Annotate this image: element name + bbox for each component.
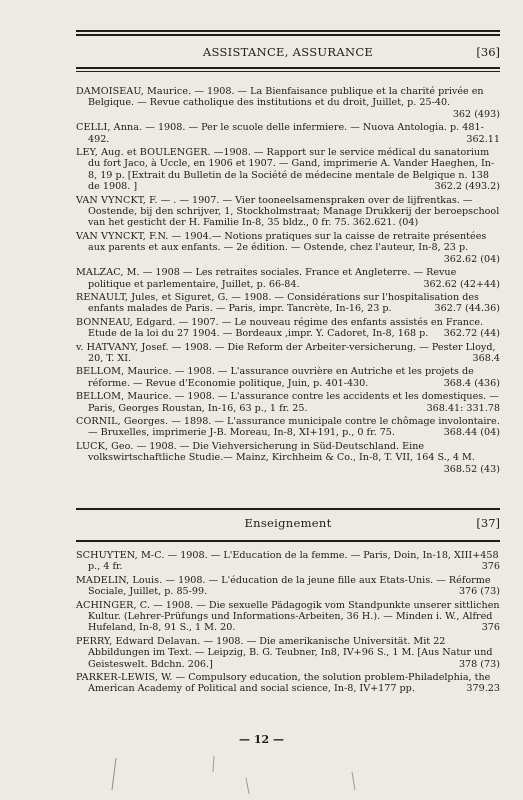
entry-author: v. HATVANY, Josef. [76,341,169,353]
section-header-enseignement [76,516,500,534]
entry-text: — Compulsory education, the solution problem-Philadelphia, the American Academy of Political and social science, In-8, IV+177 pp. [88,672,491,695]
entry-author: MALZAC, M. [76,267,140,279]
section-header-assistance [76,45,500,63]
header-bottom-rule-2 [76,71,500,72]
entry-classification: 368.41: 331.78 [426,402,500,414]
bibliography-entry [76,636,500,670]
entry-classification: 368.4 (436) [443,377,500,389]
entry-text: — 1908. — Die amerikanische Universität. Mit 22 Abbildungen im Text. — Leipzig, B. G. Teubner, In8, IV+96 S., 1 M. [Aus Natur und Geisteswelt. Bdchn. 206.] [88,635,493,670]
entry-author: PARKER-LEWIS, W. [76,672,173,684]
bibliography-entry [76,317,500,340]
entry-text: — 1908. — Die Reform der Arbeiter-versicherung. — Pester Lloyd, 20, T. XI. [88,341,496,364]
entry-author: BELLOM, Maurice. [76,366,172,378]
entry-author: DAMOISEAU, Maurice. [76,86,192,97]
entry-author: RENAULT, Jules, et Siguret, G. [76,291,229,303]
bibliography-entry [76,366,500,389]
bibliography-entry [76,292,500,315]
entry-text: — 1908. — L'assurance ouvrière en Autriche et les projets de réforme. — Revue d'Economie politique, Juin, p. 401-430. [88,366,474,389]
bibliography-entry [76,672,500,695]
entry-classification: 376 (73) [458,586,500,598]
entry-author: CORNIL, Georges. [76,415,169,427]
entry-author: LEY, Aug. et BOULENGER. [76,147,211,159]
entry-classification: 362.7 (44.36) [434,303,500,315]
bibliography-entry [76,600,500,634]
bibliography-entry [76,416,500,439]
bibliography-entry [76,342,500,365]
bibliography-entry [76,441,500,475]
entry-author: SCHUYTEN, M-C. [76,550,165,561]
entry-classification: 362.62 (04) [443,253,500,265]
bibliography-entry [76,86,500,120]
entry-classification: 362 (493) [452,108,500,120]
section-number: [36] [476,45,500,59]
entry-classification: 362.11 [466,133,500,145]
entry-classification: 376 [481,622,500,634]
entry-classification: 362.62 (42+44) [423,278,500,290]
bibliography-entry [76,122,500,145]
entry-author: PERRY, Edward Delavan. [76,635,201,647]
entry-text: — 1908. — Die Viehversicherung in Süd-Deutschland. Eine volkswirtschaftliche Studie.— Mainz, Kirchheim & Co., In-8, T. VII, 164 S., 4 M. [88,440,475,464]
entry-author: VAN VYNCKT, F. [76,194,158,206]
header-top-rule-2 [76,34,500,36]
entry-text: — . — 1907. — Vier tooneelsamenspraken over de lijfrentkas. — Oostende, bij den schrijver, 1, Stockholmstraat; Manage Drukkerij der beroepschool van het gesticht der H. Familie In-8, 35 bldz., 0 fr. 75. 362.621. (04) [88,194,500,229]
bibliography-entry [76,391,500,414]
entry-author: LUCK, Geo. [76,440,134,452]
bibliography-entry [76,550,500,573]
entries-enseignement [76,550,500,697]
entry-text: — 1908. — Die sexuelle Pädagogik vom Standpunkte unserer sittlichen Kultur. (Lehrer-Prüfungs und Informations-Arbeiten, 36 H.). — Minden i. W., Alfred Hufeland, In-8, 91 S., 1 M. 20. [88,599,500,634]
entry-text: — 1908. — L'Education de la femme. — Paris, Doin, In-18, XIII+458 p., 4 fr. [88,550,499,573]
entry-author: CELLI, Anna. [76,122,143,134]
bibliography-entry [76,575,500,598]
entry-author: ACHINGER, C. [76,599,151,611]
section-number: [37] [476,516,500,530]
entry-text: — 1908. — Considérations sur l'hospitalisation des enfants malades de Paris. — Paris, impr. Tancrète, In-16, 23 p. [88,291,479,315]
bibliography-entry [76,267,500,290]
section-title: ASSISTANCE, ASSURANCE [202,45,374,59]
entry-classification: 362.2 (493.2) [434,181,500,193]
entry-text: — 1908. — L'assurance contre les accidents et les domestiques. — Paris, Georges Roustan, In-16, 63 p., 1 fr. 25. [88,391,499,414]
entry-author: VAN VYNCKT, F.N. [76,230,169,242]
entry-classification: 379.23 [466,683,500,695]
entry-classification: 368.52 (43) [443,463,500,475]
pencil-stroke [246,778,249,794]
entry-classification: 376 [481,561,500,573]
section2-bottom-rule [76,540,500,542]
entry-classification: 368.44 (04) [443,427,500,439]
section2-top-rule [76,508,500,510]
entry-author: BELLOM, Maurice. [76,391,172,403]
bibliography-entry [76,147,500,193]
header-bottom-rule [76,67,500,69]
entry-classification: 368.4 [472,352,500,364]
entry-text: — 1904.— Notions pratiques sur la caisse de retraite présentées aux parents et aux enfants. — 2e édition. — Ostende, chez l'auteur, In-8, 23 p. [88,230,487,254]
header-top-rule [76,30,500,32]
pencil-stroke [213,756,214,772]
entry-classification: 378 (73) [458,658,500,670]
entry-text: — 1907. — Le nouveau régime des enfants assistés en France. Etude de la loi du 27 1904. — Bordeaux ,impr. Y. Cadoret, In-8, 168 p. [88,316,484,340]
entry-text: — 1908. — L'éducation de la jeune fille aux Etats-Unis. — Réforme Sociale, Juillet, p. 85-99. [88,574,491,598]
page-number: — 12 — [239,733,284,746]
bibliography-entry [76,195,500,229]
entry-text: — 1908. — La Bienfaisance publique et la charité privée en Belgique. — Revue catholique des institutions et du droit, Juillet, p. 25-40. [88,86,484,109]
pencil-stroke [112,758,116,790]
entry-text: —1908. — Rapport sur le service médical du sanatorium du fort Jaco, à Uccle, en 1906 et 1907. — Gand, imprimerie A. Vander Haeghen, In-8, 19 p. [Extrait du Bulletin de la Société de médecine mentale de Belgique n. 138 de 1908. ] [88,147,495,193]
entry-classification: 362.72 (44) [443,328,500,340]
bibliography-entry [76,231,500,265]
entry-author: BONNEAU, Edgard. [76,316,176,328]
pencil-stroke [352,772,355,790]
entry-text: — 1908 — Les retraites sociales. France et Angleterre. — Revue politique et parlementaire, Juillet, p. 66-84. [88,267,457,290]
section-title: Enseignement [244,516,332,530]
entry-text: — 1898. — L'assurance municipale contre le chômage involontaire. — Bruxelles, imprimerie J-B. Moreau, In-8, XI+191, p., 0 fr. 75. [88,415,500,439]
entry-text: — 1908. — Per le scuole delle infermiere. — Nuova Antologia. p. 481-492. [88,122,484,145]
entry-author: MADELIN, Louis. [76,574,163,586]
entries-assistance [76,86,500,477]
